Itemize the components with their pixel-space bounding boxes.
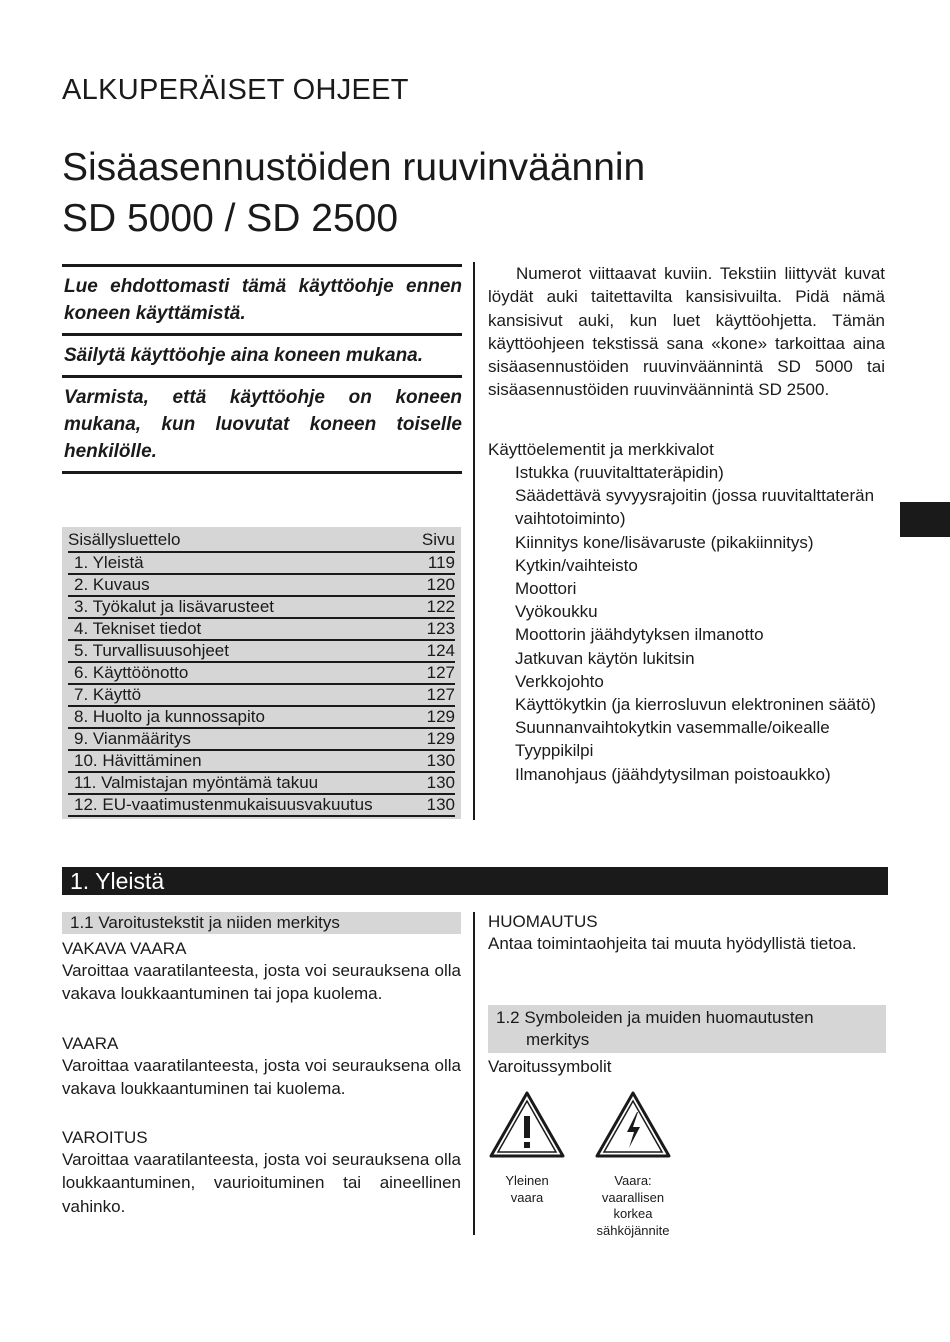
elements-list-item: Tyyppikilpi [515, 741, 594, 761]
toc-entry-page: 122 [426, 597, 455, 616]
elements-list [515, 461, 885, 786]
toc-entry-page: 130 [426, 773, 455, 792]
toc-row [68, 553, 455, 575]
subsection-1-2-line-1: 1.2 Symboleiden ja muiden huomautusten [496, 1008, 814, 1027]
toc-row [68, 663, 455, 685]
toc-entry-label: 12. EU-vaatimustenmukaisuusvakuutus [74, 795, 373, 814]
toc-row [68, 729, 455, 751]
elements-list-item: Käyttökytkin (ja kierrosluvun elektroninen säätö) [515, 695, 876, 715]
elements-list-item: Kytkin/vaihteisto [515, 555, 638, 575]
toc-entry-label: 3. Työkalut ja lisävarusteet [74, 597, 275, 616]
intro-text: Numerot viittaavat kuviin. Tekstiin liittyvät kuvat löydät auki taitettavilta kansisivuilta. Pidä nämä kansisivut auki, kun luet käyttöohjetta. Tämän käyttöohjeen tekstissä sana «kone» tarkoittaa aina sisäasennustöiden ruuvinväännintä SD 5000 tai sisäasennustöiden ruuvinväännintä SD 2500. [488, 264, 885, 400]
toc-header [68, 530, 455, 553]
toc-row [68, 795, 455, 817]
toc-entry-label: 4. Tekniset tiedot [74, 619, 202, 638]
general-warning-triangle-icon [488, 1090, 566, 1160]
elements-list-item: Moottorin jäähdytyksen ilmanotto [515, 625, 764, 645]
elements-list-item: Vyökoukku [515, 602, 598, 622]
column-divider-top [473, 262, 475, 820]
notice-block [488, 912, 885, 955]
subsection-1-2-line-2: merkitys [526, 1030, 590, 1049]
high-voltage-triangle-icon [594, 1090, 672, 1160]
elements-list-item: Kiinnitys kone/lisävaruste (pikakiinnitys) [515, 532, 814, 552]
toc-entry-page: 119 [427, 553, 455, 572]
toc-title: Sisällysluettelo [68, 530, 181, 549]
notice-text: Antaa toimintaohjeita tai muuta hyödyllistä tietoa. [488, 934, 857, 953]
title-line-1: Sisäasennustöiden ruuvinväännin [62, 146, 646, 189]
column-divider-bottom [473, 912, 475, 1235]
warning-handover-manual: Varmista, että käyttöohje on koneen mukana, kun luovutat koneen toiselle henkilölle. [62, 375, 462, 474]
toc-entry-label: 7. Käyttö [74, 685, 142, 704]
toc-row [68, 751, 455, 773]
toc-row [68, 575, 455, 597]
toc-entry-page: 129 [426, 729, 455, 748]
toc-row [68, 685, 455, 707]
signal-text-danger: Varoittaa vaaratilanteesta, josta voi seurauksena olla vakava loukkaantuminen tai kuolema. [62, 1055, 461, 1098]
toc-row [68, 619, 455, 641]
toc-entry-page: 124 [426, 641, 455, 660]
elements-list-item: Säädettävä syvyysrajoitin (jossa ruuvitalttaterän vaihtotoiminto) [515, 486, 875, 529]
symbol-high-voltage [594, 1090, 672, 1239]
symbol-caption-high-voltage: Vaara: vaarallisen korkea sähköjännite [596, 1173, 670, 1238]
signal-words-block [62, 939, 461, 1218]
language-tab-marker [900, 502, 950, 537]
title-line-2: SD 5000 / SD 2500 [62, 197, 399, 240]
toc-entry-label: 11. Valmistajan myöntämä takuu [74, 773, 319, 792]
elements-list-item: Istukka (ruuvitalttateräpidin) [515, 463, 724, 482]
original-instructions-heading: ALKUPERÄISET OHJEET [62, 74, 409, 106]
toc-entry-page: 130 [426, 751, 455, 770]
toc-entry-label: 6. Käyttöönotto [74, 663, 189, 682]
table-of-contents [62, 527, 461, 819]
warning-keep-manual: Säilytä käyttöohje aina koneen mukana. [62, 333, 462, 375]
toc-entry-label: 8. Huolto ja kunnossapito [74, 707, 265, 726]
toc-entry-page: 129 [426, 707, 455, 726]
symbol-caption-general-danger: Yleinen vaara [505, 1173, 549, 1205]
signal-word-warning: VAROITUS [62, 1128, 148, 1148]
elements-list-item: Suunnanvaihtokytkin vasemmalle/oikealle [515, 718, 830, 738]
document-title [62, 142, 645, 244]
toc-entry-label: 10. Hävittäminen [74, 751, 202, 770]
signal-text-serious-danger: Varoittaa vaaratilanteesta, josta voi seurauksena olla vakava loukkaantuminen tai jopa kuolema. [62, 961, 461, 1004]
toc-entry-page: 127 [426, 685, 455, 704]
subsection-1-2-heading [488, 1005, 886, 1053]
signal-text-warning: Varoittaa vaaratilanteesta, josta voi seurauksena olla loukkaantuminen, vaurioituminen tai aineellinen vahinko. [62, 1150, 461, 1216]
signal-word-serious-danger: VAKAVA VAARA [62, 939, 187, 958]
intro-paragraph [488, 262, 885, 402]
elements-heading: Käyttöelementit ja merkkivalot [488, 440, 714, 459]
toc-row [68, 597, 455, 619]
toc-entry-page: 127 [426, 663, 455, 682]
section-1-heading: 1. Yleistä [62, 867, 888, 895]
warning-symbols-heading: Varoitussymbolit [488, 1057, 612, 1076]
symbol-general-danger [488, 1090, 566, 1206]
toc-entry-page: 123 [426, 619, 455, 638]
warning-read-manual: Lue ehdottomasti tämä käyttöohje ennen koneen käyttämistä. [62, 264, 462, 333]
toc-row [68, 707, 455, 729]
warning-box [62, 264, 462, 474]
elements-list-item: Moottori [515, 579, 577, 599]
elements-list-item: Ilmanohjaus (jäähdytysilman poistoaukko) [515, 764, 831, 784]
signal-word-danger: VAARA [62, 1033, 119, 1053]
toc-page-label: Sivu [421, 530, 455, 549]
toc-entry-label: 1. Yleistä [74, 553, 144, 572]
toc-entry-page: 130 [426, 795, 455, 814]
subsection-1-1-heading: 1.1 Varoitustekstit ja niiden merkitys [62, 912, 461, 934]
toc-entry-label: 2. Kuvaus [74, 575, 150, 594]
notice-word: HUOMAUTUS [488, 912, 598, 931]
toc-entry-label: 9. Vianmääritys [74, 729, 191, 748]
toc-entry-page: 120 [426, 575, 455, 594]
toc-row [68, 773, 455, 795]
toc-entry-label: 5. Turvallisuusohjeet [74, 641, 229, 660]
elements-list-item: Jatkuvan käytön lukitsin [515, 648, 695, 668]
toc-row [68, 641, 455, 663]
elements-list-item: Verkkojohto [515, 671, 604, 691]
